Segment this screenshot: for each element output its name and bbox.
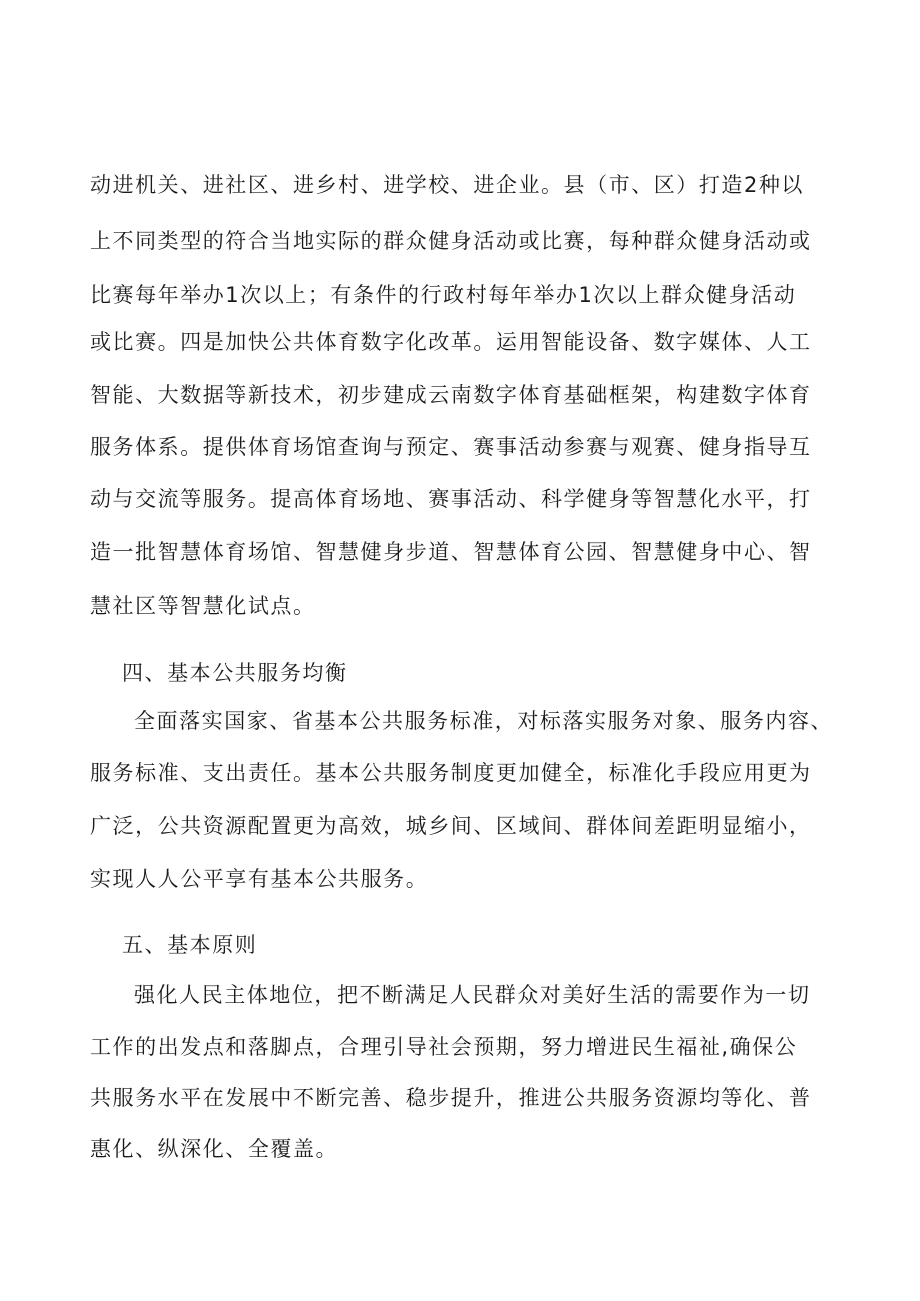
text-line: 上不同类型的符合当地实际的群众健身活动或比赛，每种群众健身活动或 bbox=[90, 229, 812, 253]
text-line: 动进机关、进社区、进乡村、进学校、进企业。县（市、区）打造2种以 bbox=[90, 173, 804, 197]
text-line: 服务标准、支出责任。基本公共服务制度更加健全，标准化手段应用更为 bbox=[90, 761, 812, 785]
text-line: 强化人民主体地位，把不断满足人民群众对美好生活的需要作为一切 bbox=[134, 983, 811, 1007]
text-line: 慧社区等智慧化试点。 bbox=[90, 594, 316, 618]
text-line: 共服务水平在发展中不断完善、稳步提升，推进公共服务资源均等化、普 bbox=[90, 1086, 812, 1110]
section-heading-basic-principles: 五、基本原则 bbox=[122, 933, 258, 957]
section-heading-public-service-balance: 四、基本公共服务均衡 bbox=[122, 661, 348, 685]
text-line: 广泛，公共资源配置更为高效，城乡间、区域间、群体间差距明显缩小， bbox=[90, 814, 812, 838]
text-line: 智能、大数据等新技术，初步建成云南数字体育基础框架，构建数字体育 bbox=[90, 383, 812, 407]
text-line: 比赛每年举办1次以上；有条件的行政村每年举办1次以上群众健身活动 bbox=[90, 283, 797, 307]
text-line: 造一批智慧体育场馆、智慧健身步道、智慧体育公园、智慧健身中心、智 bbox=[90, 540, 812, 564]
text-line: 或比赛。四是加快公共体育数字化改革。运用智能设备、数字媒体、人工 bbox=[90, 330, 812, 354]
text-line: 惠化、纵深化、全覆盖。 bbox=[90, 1137, 339, 1161]
text-line: 工作的出发点和落脚点，合理引导社会预期，努力增进民生福祉,确保公 bbox=[90, 1035, 798, 1059]
text-line: 动与交流等服务。提高体育场地、赛事活动、科学健身等智慧化水平，打 bbox=[90, 487, 812, 511]
text-line: 实现人人公平享有基本公共服务。 bbox=[90, 867, 429, 891]
text-line: 全面落实国家、省基本公共服务标准，对标落实服务对象、服务内容、 bbox=[134, 709, 834, 733]
text-line: 服务体系。提供体育场馆查询与预定、赛事活动参赛与观赛、健身指导互 bbox=[90, 435, 812, 459]
